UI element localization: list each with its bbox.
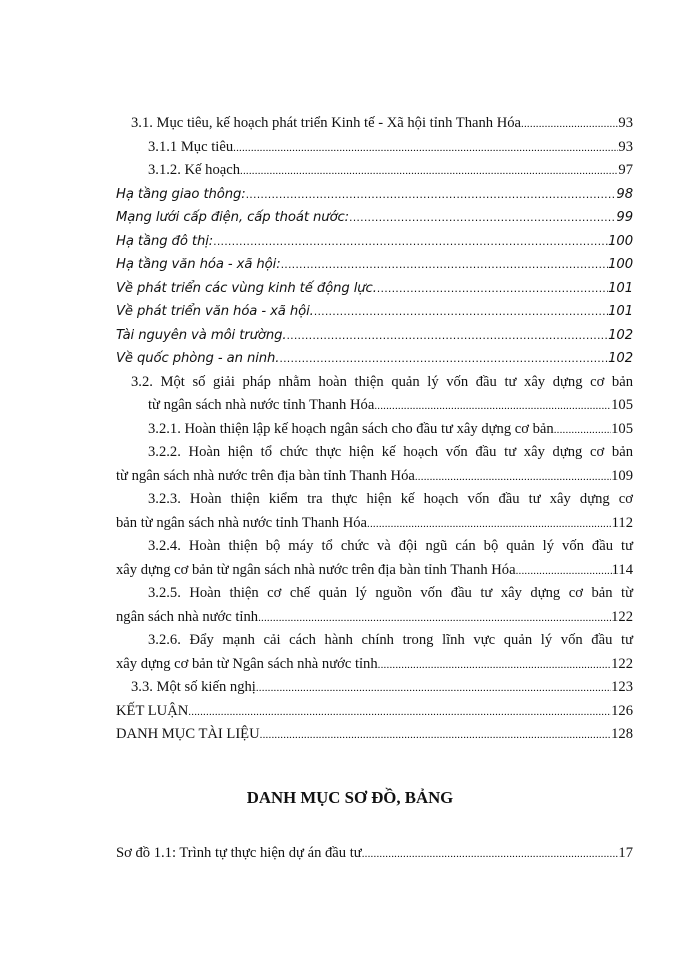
figure-entry-title: Sơ đồ 1.1: Trình tự thực hiện dự án đầu tư xyxy=(116,845,362,861)
toc-entry[interactable] xyxy=(0,347,700,371)
toc-entry-title: 3.3. Một số kiến nghị xyxy=(131,679,256,695)
toc-entry-title: Hạ tầng giao thông: xyxy=(116,186,246,202)
toc-entry-page: 123 xyxy=(611,679,633,695)
dot-leader xyxy=(279,347,608,371)
toc-entry-line1[interactable]: 3.2.4. Hoàn thiện bộ máy tổ chức và đội ngũ cán bộ quản lý vốn đầu tư xyxy=(148,538,633,554)
toc-entry-page: 105 xyxy=(611,397,633,413)
dot-leader xyxy=(377,277,608,301)
toc-entry-title: 3.2.1. Hoàn thiện lập kế hoạch ngân sách cho đầu tư xây dựng cơ bản xyxy=(148,420,554,437)
dot-leader xyxy=(213,230,608,254)
toc-entry[interactable] xyxy=(0,394,700,418)
toc-entry-page: 99 xyxy=(616,210,633,225)
toc-entry-line1[interactable]: 3.2.2. Hoàn hiện tổ chức thực hiện kế hoạch vốn đầu tư xây dựng cơ bản xyxy=(148,444,633,460)
toc-entry[interactable] xyxy=(0,418,700,442)
toc-entry-line1[interactable]: 3.2.5. Hoàn thiện cơ chế quản lý nguồn vốn đầu tư xây dựng cơ bản từ xyxy=(148,585,633,601)
dot-leader xyxy=(367,513,612,537)
toc-entry[interactable] xyxy=(0,159,700,183)
toc-entry-page: 114 xyxy=(611,561,633,578)
dot-leader xyxy=(233,137,618,161)
figure-entry[interactable] xyxy=(0,842,700,866)
toc-entry-title: 3.1.1 Mục tiêu xyxy=(148,138,234,155)
toc-entry[interactable] xyxy=(0,206,700,230)
toc-entry-page: 122 xyxy=(611,608,633,625)
toc-entry[interactable] xyxy=(0,300,700,324)
dot-leader xyxy=(314,300,608,324)
toc-entry-page: 102 xyxy=(608,327,633,343)
dot-leader xyxy=(281,253,609,277)
toc-entry-page: 101 xyxy=(608,304,633,319)
figure-list xyxy=(0,842,700,866)
dot-leader xyxy=(260,724,611,748)
toc-entry[interactable] xyxy=(0,112,700,136)
toc-entry[interactable] xyxy=(0,277,700,301)
toc-entry-page: 102 xyxy=(608,351,633,366)
toc-entry[interactable] xyxy=(0,230,700,254)
toc-entry-title: bản từ ngân sách nhà nước tỉnh Thanh Hóa xyxy=(116,514,368,531)
toc-entry[interactable] xyxy=(0,324,700,348)
toc-entry-line1[interactable]: 3.2. Một số giải pháp nhằm hoàn thiện quản lý vốn đầu tư xây dựng cơ bản xyxy=(131,373,633,390)
toc-entry[interactable] xyxy=(0,606,700,630)
toc-entry[interactable] xyxy=(0,512,700,536)
toc-entry[interactable] xyxy=(0,676,700,700)
toc-entry-title: ngân sách nhà nước tỉnh xyxy=(116,608,259,625)
toc-entry[interactable] xyxy=(0,183,700,207)
toc-entry-line1[interactable]: 3.2.6. Đẩy mạnh cải cách hành chính trong lĩnh vực quản lý vốn đầu tư xyxy=(148,632,633,648)
toc-entry[interactable] xyxy=(0,653,700,677)
dot-leader xyxy=(286,324,608,348)
toc-entry-title: Hạ tầng đô thị: xyxy=(116,233,214,249)
dot-leader xyxy=(240,160,618,184)
toc-entry[interactable] xyxy=(0,700,700,724)
dot-leader xyxy=(246,183,617,207)
toc-entry[interactable] xyxy=(0,559,700,583)
section-heading: DANH MỤC SƠ ĐỒ, BẢNG xyxy=(246,788,454,807)
dot-leader xyxy=(554,419,611,443)
dot-leader xyxy=(521,113,618,137)
dot-leader xyxy=(188,701,611,725)
toc-entry-page: 109 xyxy=(611,467,633,484)
toc-entry-title: Tài nguyên và môi trường. xyxy=(116,327,287,343)
toc-entry-title: xây dựng cơ bản từ Ngân sách nhà nước tỉnh xyxy=(116,655,378,672)
toc-entry-title: Mạng lưới cấp điện, cấp thoát nước: xyxy=(116,210,350,225)
table-of-contents xyxy=(0,112,700,747)
toc-entry[interactable] xyxy=(0,253,700,277)
dot-leader xyxy=(374,395,611,419)
toc-entry-title: từ ngân sách nhà nước tỉnh Thanh Hóa xyxy=(148,397,375,413)
toc-entry-page: 100 xyxy=(608,257,633,272)
figure-entry-page: 17 xyxy=(618,845,633,861)
dot-leader xyxy=(362,843,619,867)
toc-entry-page: 101 xyxy=(608,280,633,296)
dot-leader xyxy=(349,206,616,230)
dot-leader xyxy=(258,607,611,631)
toc-entry-page: 112 xyxy=(611,514,633,531)
toc-entry-title: DANH MỤC TÀI LIỆU xyxy=(116,726,260,742)
dot-leader xyxy=(378,654,611,678)
toc-entry-page: 126 xyxy=(611,702,633,719)
toc-entry-page: 105 xyxy=(611,420,633,437)
toc-entry-title: xây dựng cơ bản từ ngân sách nhà nước trên địa bàn tỉnh Thanh Hóa xyxy=(116,561,516,578)
toc-entry[interactable] xyxy=(0,136,700,160)
dot-leader xyxy=(516,560,612,584)
toc-entry[interactable] xyxy=(0,723,700,747)
dot-leader xyxy=(256,677,611,701)
toc-entry-page: 98 xyxy=(616,186,633,202)
toc-entry[interactable] xyxy=(0,465,700,489)
toc-entry-title: Về phát triển văn hóa - xã hội. xyxy=(116,304,314,319)
toc-entry-title: Về quốc phòng - an ninh. xyxy=(116,351,280,366)
toc-entry-page: 100 xyxy=(608,233,633,249)
toc-entry-page: 128 xyxy=(611,726,633,742)
toc-entry-page: 93 xyxy=(618,138,633,155)
dot-leader xyxy=(415,466,611,490)
toc-entry-page: 122 xyxy=(611,655,633,672)
toc-entry-page: 97 xyxy=(618,162,633,178)
toc-entry-title: từ ngân sách nhà nước trên địa bàn tỉnh Thanh Hóa xyxy=(116,467,415,484)
toc-entry-title: 3.1.2. Kế hoạch xyxy=(148,162,240,178)
toc-entry-title: KẾT LUẬN xyxy=(116,702,189,719)
toc-entry-title: 3.1. Mục tiêu, kế hoạch phát triển Kinh tế - Xã hội tỉnh Thanh Hóa xyxy=(131,115,522,131)
toc-entry-page: 93 xyxy=(618,115,633,131)
toc-entry-title: Về phát triển các vùng kinh tế động lực. xyxy=(116,280,377,296)
toc-entry-title: Hạ tầng văn hóa - xã hội: xyxy=(116,257,281,272)
toc-entry-line1[interactable]: 3.2.3. Hoàn thiện kiểm tra thực hiện kế hoạch vốn đầu tư xây dựng cơ xyxy=(148,491,633,507)
